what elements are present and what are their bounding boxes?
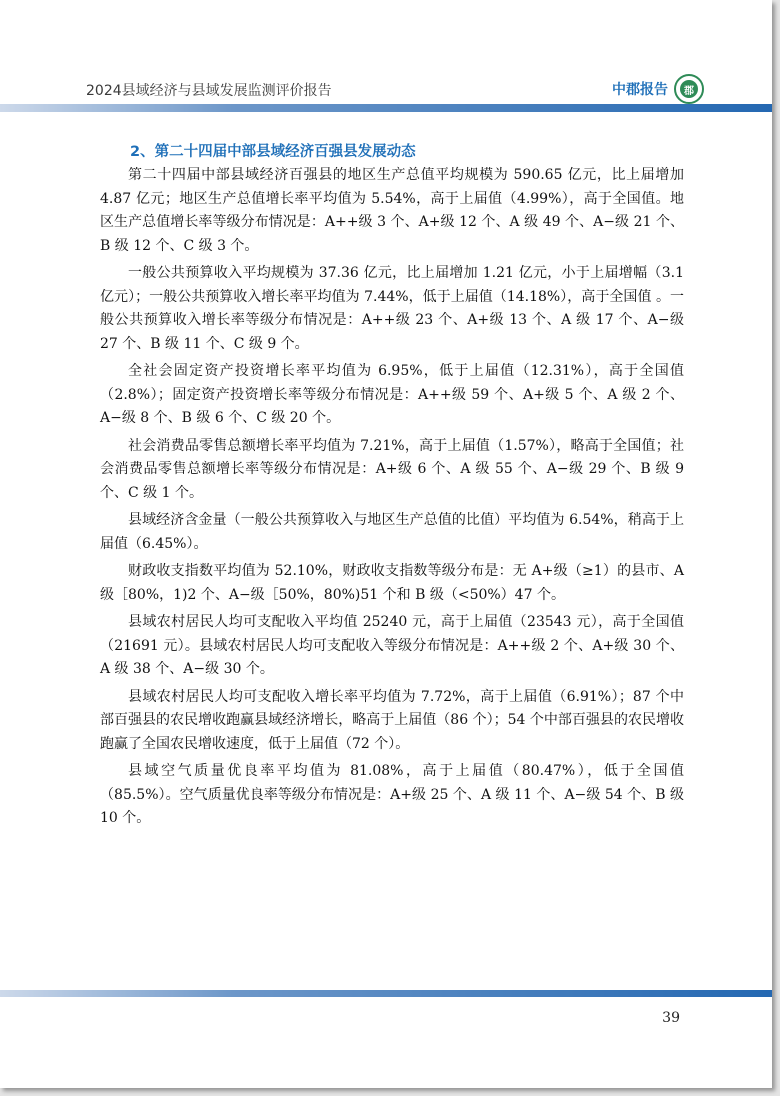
footer-divider bbox=[0, 990, 772, 997]
paragraph-rural-income: 县域农村居民人均可支配收入平均值 25240 元，高于上届值（23543 元），高于全国值（21691 元）。县域农村居民人均可支配收入等级分布情况是：A++级 2 个、A+级 30 个、A 级 38 个、A−级 30 个。 bbox=[100, 614, 684, 677]
seal-text: 郡 bbox=[680, 80, 698, 98]
paragraph-gold-content: 县域经济含金量（一般公共预算收入与地区生产总值的比值）平均值为 6.54%，稍高于上届值（6.45%）。 bbox=[100, 512, 684, 552]
paragraph-rural-income-growth: 县域农村居民人均可支配收入增长率平均值为 7.72%，高于上届值（6.91%）；87 个中部百强县的农民增收跑赢县域经济增长，略高于上届值（86 个）；54 个中部百强县的农民增收跑赢了全国农民增收速度，低于上届值（72 个）。 bbox=[100, 688, 684, 752]
paragraph-fiscal-index: 财政收支指数平均值为 52.10%，财政收支指数等级分布是：无 A+级（≥1）的县市、A 级［80%，1)2 个、A−级［50%，80%)51 个和 B 级（<50%）47 个。 bbox=[100, 563, 684, 603]
paragraph-air-quality: 县域空气质量优良率平均值为 81.08%，高于上届值（80.47%），低于全国值（85.5%）。空气质量优良率等级分布情况是：A+级 25 个、A 级 11 个、A−级 54 个、B 级 10 个。 bbox=[100, 763, 684, 826]
paragraph-gdp: 第二十四届中部县域经济百强县的地区生产总值平均规模为 590.65 亿元，比上届增加 4.87 亿元；地区生产总值增长率平均值为 5.54%，高于上届值（4.99%），高于全国值。地区生产总值增长率等级分布情况是：A++级 3 个、A+级 12 个、A 级 49 个、A−级 21 个、B 级 12 个、C 级 3 个。 bbox=[100, 167, 684, 254]
brand bbox=[612, 74, 704, 104]
report-title: 2024县域经济与县域发展监测评价报告 bbox=[86, 83, 332, 99]
paragraph-retail-sales: 社会消费品零售总额增长率平均值为 7.21%，高于上届值（1.57%），略高于全国值；社会消费品零售总额增长率等级分布情况是：A+级 6 个、A 级 55 个、A−级 29 个、B 级 9 个、C 级 1 个。 bbox=[100, 437, 684, 501]
page-number: 39 bbox=[662, 1010, 680, 1026]
brand-seal-icon bbox=[674, 74, 704, 104]
body-text bbox=[100, 164, 684, 835]
header-divider bbox=[0, 104, 772, 112]
brand-label: 中郡报告 bbox=[612, 82, 668, 98]
paragraph-budget-revenue: 一般公共预算收入平均规模为 37.36 亿元，比上届增加 1.21 亿元，小于上届增幅（3.1 亿元）；一般公共预算收入增长率平均值为 7.44%，低于上届值（14.18%），高于全国值 。一般公共预算收入增长率等级分布情况是：A++级 23 个、A+级 13 个、A 级 17 个、A−级 27 个、B 级 11 个、C 级 9 个。 bbox=[100, 265, 684, 352]
section-heading: 2、第二十四届中部县域经济百强县发展动态 bbox=[130, 144, 416, 160]
paragraph-fixed-investment: 全社会固定资产投资增长率平均值为 6.95%，低于上届值（12.31%），高于全国值（2.8%）；固定资产投资增长率等级分布情况是：A++级 59 个、A+级 5 个、A 级 2 个、A−级 8 个、B 级 6 个、C 级 20 个。 bbox=[100, 363, 684, 426]
